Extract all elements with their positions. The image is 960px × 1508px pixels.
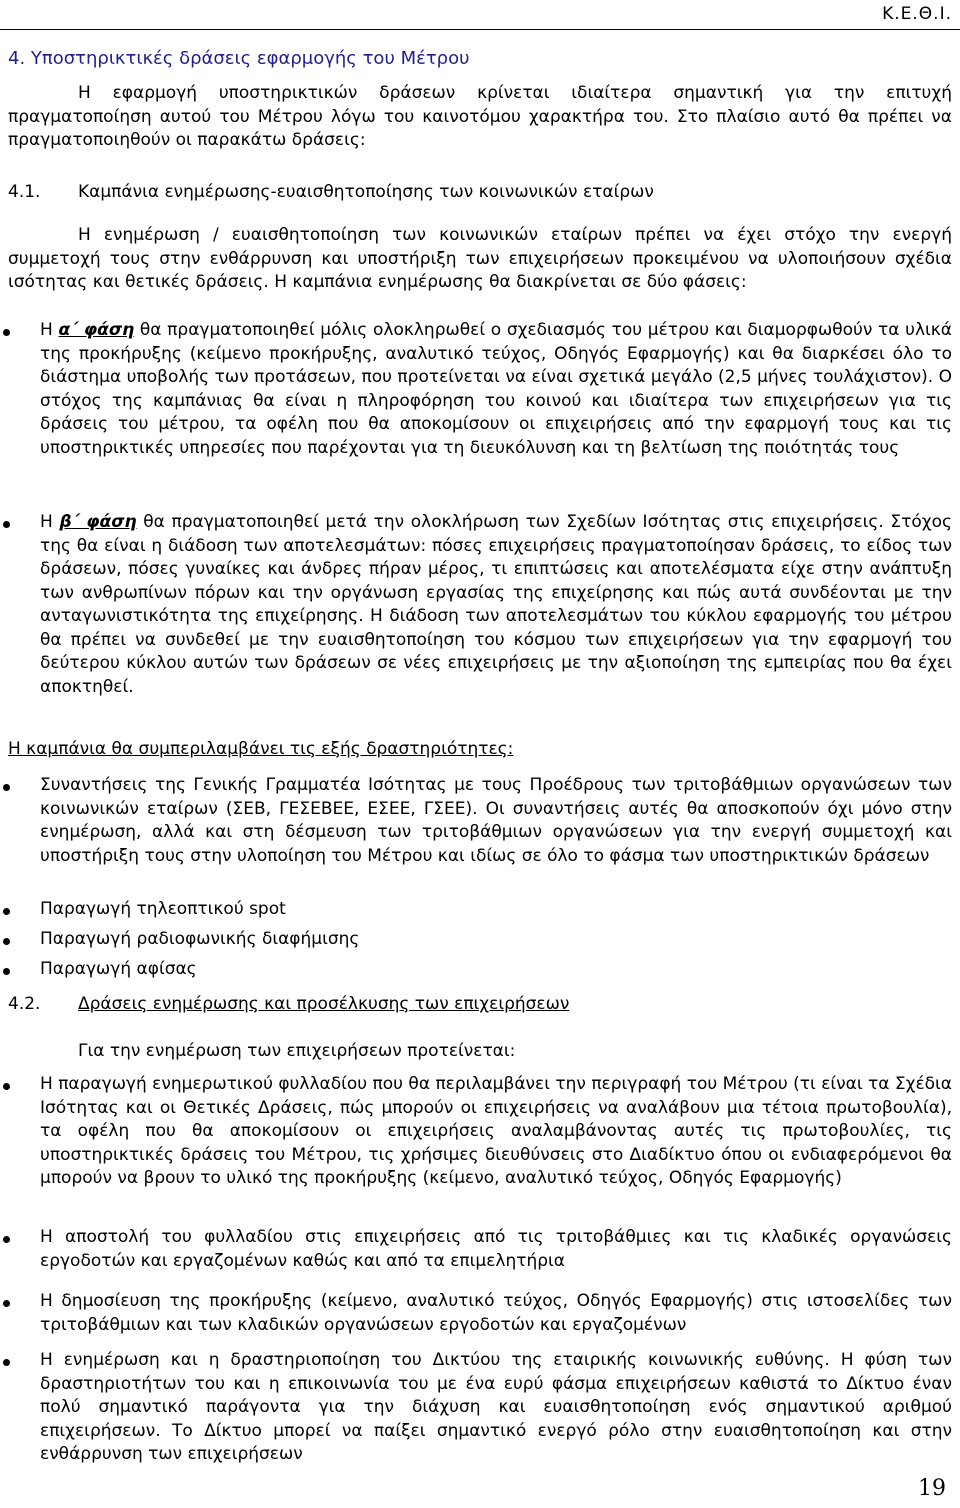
activity-text: Συναντήσεις της Γενικής Γραμματέα Ισότητας με τους Προέδρους των τριτοβάθμιων οργανώσεων των κοινωνικών εταίρων (ΣΕΒ, ΓΕΣΕΒΕΕ, ΕΣΕΕ, ΓΣΕΕ). Οι συναντήσεις αυτές θα αποσκοπούν όχι μόνο στην ενημέρωση, αλλά και στη δέσμευση των τριτοβάθμιων οργανώσεων για την ενεργή συμμετοχή και υποστήριξη τους στην υλοποίηση του Μέτρου και ιδίως σε όλο το φάσμα των υποστηρικτικών δράσεων: [40, 775, 952, 866]
section-4-1-title: Καμπάνια ενημέρωσης-ευαισθητοποίησης των κοινωνικών εταίρων: [78, 182, 654, 202]
phase-a-text-block: [40, 319, 952, 460]
activity-text: Παραγωγή τηλεοπτικού spot: [40, 899, 286, 919]
bullet-dot: [3, 1300, 10, 1307]
bullet-dot: [3, 908, 10, 915]
section-4-2-number: 4.2.: [8, 994, 41, 1014]
bullet-dot: [3, 1359, 10, 1366]
bullet-dot: [3, 1236, 10, 1243]
section-4-intro: Η εφαρμογή υποστηρικτικών δράσεων κρίνεται ιδιαίτερα σημαντική για την επιτυχή πραγματοποίηση αυτού του Μέτρου λόγω του καινοτόμου χαρακτήρα του. Στο πλαίσιο αυτό θα πρέπει να πραγματοποιηθούν οι παρακάτω δράσεις:: [8, 83, 952, 150]
bullet-dot: [3, 784, 10, 791]
bullet-dot: [3, 968, 10, 975]
header-rule: [0, 29, 960, 30]
section-4-1-paragraph: Η ενημέρωση / ευαισθητοποίηση των κοινωνικών εταίρων πρέπει να έχει στόχο την ενεργή συμμετοχή τους στην ενθάρρυνση και υποστήριξη των επιχειρήσεων προκειμένου να υλοποιήσουν σχέδια ισότητας και θετικές δράσεις. Η καμπάνια ενημέρωσης θα διακρίνεται σε δύο φάσεις:: [8, 225, 952, 292]
promotion-text: Η ενημέρωση και η δραστηριοποίηση του Δικτύου της εταιρικής κοινωνικής ευθύνης. Η φύση των δραστηριοτήτων του και η επικοινωνία του με ένα ευρύ φάσμα επιχειρήσεων καθιστά το Δίκτυο έναν πολύ σημαντικό παράγοντα για την διάχυση και ευαισθητοποίηση ενός σημαντικού αριθμού επιχειρήσεων. Το Δίκτυο μπορεί να παίξει σημαντικό ενεργό ρόλο στην ευαισθητοποίηση και στην ενθάρρυνση των επιχειρήσεων: [40, 1350, 952, 1464]
bullet-dot: [3, 521, 10, 528]
phase-a-label: α΄ φάση: [58, 320, 135, 340]
header-org-abbrev: Κ.Ε.Θ.Ι.: [882, 4, 952, 24]
section-4-2-intro: Για την ενημέρωση των επιχειρήσεων προτείνεται:: [78, 1041, 516, 1061]
phase-b-prefix: Η: [40, 512, 53, 532]
phase-a-prefix: Η: [40, 320, 53, 340]
section-4-2-title: Δράσεις ενημέρωσης και προσέλκυσης των επιχειρήσεων: [78, 994, 570, 1014]
phase-b-label: β΄ φάση: [59, 512, 137, 532]
promotion-text: Η αποστολή του φυλλαδίου στις επιχειρήσεις από τις τριτοβάθμιες και τις κλαδικές οργανώσεις εργοδοτών και εργαζομένων καθώς και από τα επιμελητήρια: [40, 1227, 952, 1271]
section-4-1-heading: [8, 182, 654, 202]
activity-text: Παραγωγή ραδιοφωνικής διαφήμισης: [40, 929, 360, 949]
bullet-dot: [3, 1083, 10, 1090]
phase-b-text: θα πραγματοποιηθεί μετά την ολοκλήρωση των Σχεδίων Ισότητας στις επιχειρήσεις. Στόχος της θα είναι η διάδοση των αποτελεσμάτων: πόσες επιχειρήσεις πραγματοποίησαν δράσεις, το είδος των δράσεων, πόσες γυναίκες και άνδρες πήραν μέρος, τι επιπτώσεις και αποτελέσματα είχε στην ανάπτυξη των ανθρωπίνων πόρων και την οργάνωση εργασίας της επιχείρησης και πώς αυτά συνδέονται με την ανταγωνιστικότητα της επιχείρησης. Η διάδοση των αποτελεσμάτων του κύκλου εφαρμογής του μέτρου θα πρέπει να συνδεθεί με την ευαισθητοποίηση του κόσμου των επιχειρήσεων για την εφαρμογή του δεύτερου κύκλου αυτών των δράσεων σε νέες επιχειρήσεις με την αξιοποίηση της εμπειρίας που θα έχει αποκτηθεί.: [40, 512, 952, 697]
activity-text: Παραγωγή αφίσας: [40, 959, 197, 979]
page-number: 19: [918, 1476, 946, 1501]
section-4-1-number: 4.1.: [8, 182, 41, 202]
phase-b-text-block: [40, 511, 952, 699]
section-4-title: 4. Υποστηρικτικές δράσεις εφαρμογής του Μέτρου: [8, 48, 470, 69]
bullet-dot: [3, 938, 10, 945]
promotion-text: Η παραγωγή ενημερωτικού φυλλαδίου που θα περιλαμβάνει την περιγραφή του Μέτρου (τι είναι τα Σχέδια Ισότητας και οι Θετικές Δράσεις, πώς μπορούν οι επιχειρήσεις να αναλάβουν μια τέτοια πρωτοβουλία), τα οφέλη που θα αποκομίσουν οι επιχειρήσεις αναλαμβάνοντας αυτές τις πρωτοβουλίες, τις υποστηρικτικές δράσεις του Μέτρου, τις χρήσιμες διευθύνσεις στο Διαδίκτυο όπου οι ενδιαφερόμενοι θα μπορούν να βρουν το υλικό της προκήρυξης (κείμενο, αναλυτικό τεύχος, Οδηγός Εφαρμογής): [40, 1074, 952, 1188]
phase-a-text: θα πραγματοποιηθεί μόλις ολοκληρωθεί ο σχεδιασμός του μέτρου και διαμορφωθούν τα υλικά της προκήρυξης (κείμενο προκήρυξης, αναλυτικό τεύχος, Οδηγός Εφαρμογής) και θα διαρκέσει όλο το διάστημα υποβολής των προτάσεων, που προτείνεται να είναι σχετικά μεγάλο (2,5 μήνες τουλάχιστον). Ο στόχος της καμπάνιας θα είναι η πληροφόρηση του κοινού και ιδιαίτερα των επιχειρήσεων για τις δράσεις του μέτρου, τα οφέλη που θα αποκομίσουν οι επιχειρήσεις από την εφαρμογή τους και τις υποστηρικτικές υπηρεσίες που παρέχονται για τη διευκόλυνση και τη βελτίωση της ποιότητάς τους: [40, 320, 953, 458]
promotion-text: Η δημοσίευση της προκήρυξης (κείμενο, αναλυτικό τεύχος, Οδηγός Εφαρμογής) στις ιστοσελίδες των τριτοβάθμιων και των κλαδικών οργανώσεων εργοδοτών και εργαζομένων: [40, 1291, 952, 1335]
bullet-dot: [3, 329, 10, 336]
activities-heading: Η καμπάνια θα συμπεριλαμβάνει τις εξής δραστηριότητες:: [8, 739, 514, 759]
section-4-2-heading: [8, 994, 569, 1014]
